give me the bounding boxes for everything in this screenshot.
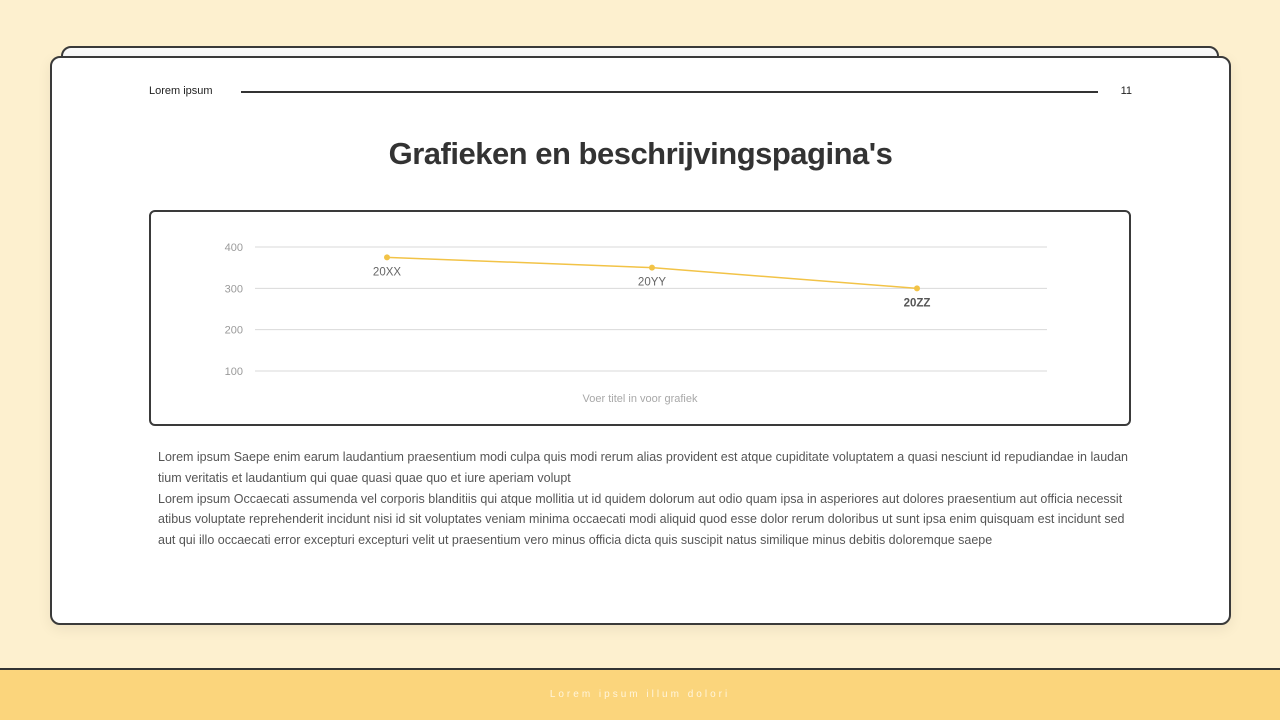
x-label-20YY: 20YY <box>637 276 667 289</box>
footer-band <box>0 668 1280 720</box>
footer-text: Lorem ipsum illum dolori <box>549 689 731 700</box>
description-paragraph-2: Lorem ipsum Occaecati assumenda vel corporis blanditiis qui atque mollitia ut id quidem dolorum aut odio quam ipsa in asperiores aut dolores praesentium aut officia necessitatibus voluptate reprehenderit incidunt nisi id sit voluptates veniam minima occaecati modi aliquid quod esse dolor rerum doloribus ut sunt ipsa enim quisquam est incidunt sed aut qui illo occaecati error excepturi excepturi velit ut praesentium vero minus officia dicta quis suscipit natus similique minus debitis doloremque saepe <box>158 491 1125 548</box>
slide-card <box>50 56 1231 625</box>
description-paragraph-1: Lorem ipsum Saepe enim earum laudantium praesentium modi culpa quis modi rerum alias provident est atque cupiditate voluptatem a quasi nesciunt id repudiandae in laudantium veritatis et laudantium qui quae quasi quae quo et iure aperiam volupt <box>158 450 1129 485</box>
x-label-20XX: 20XX <box>372 266 402 279</box>
description <box>158 447 1128 551</box>
chart-caption: Voer titel in voor grafiek <box>582 393 698 405</box>
y-tick-label-100: 100 <box>224 366 243 378</box>
line-chart <box>149 210 1131 426</box>
y-tick-label-400: 400 <box>224 242 243 254</box>
y-tick-label-200: 200 <box>224 324 243 337</box>
data-point-20ZZ <box>914 285 920 291</box>
y-tick-label-300: 300 <box>224 283 243 296</box>
header-divider <box>241 91 1098 93</box>
header-label: Lorem ipsum <box>149 85 213 97</box>
data-point-20YY <box>649 265 655 271</box>
x-label-20ZZ: 20ZZ <box>903 297 931 310</box>
chart-canvas <box>151 212 1133 428</box>
page-title: Grafieken en beschrijvingspagina's <box>388 136 893 171</box>
page-number: 11 <box>1120 85 1132 97</box>
data-point-20XX <box>384 254 390 260</box>
